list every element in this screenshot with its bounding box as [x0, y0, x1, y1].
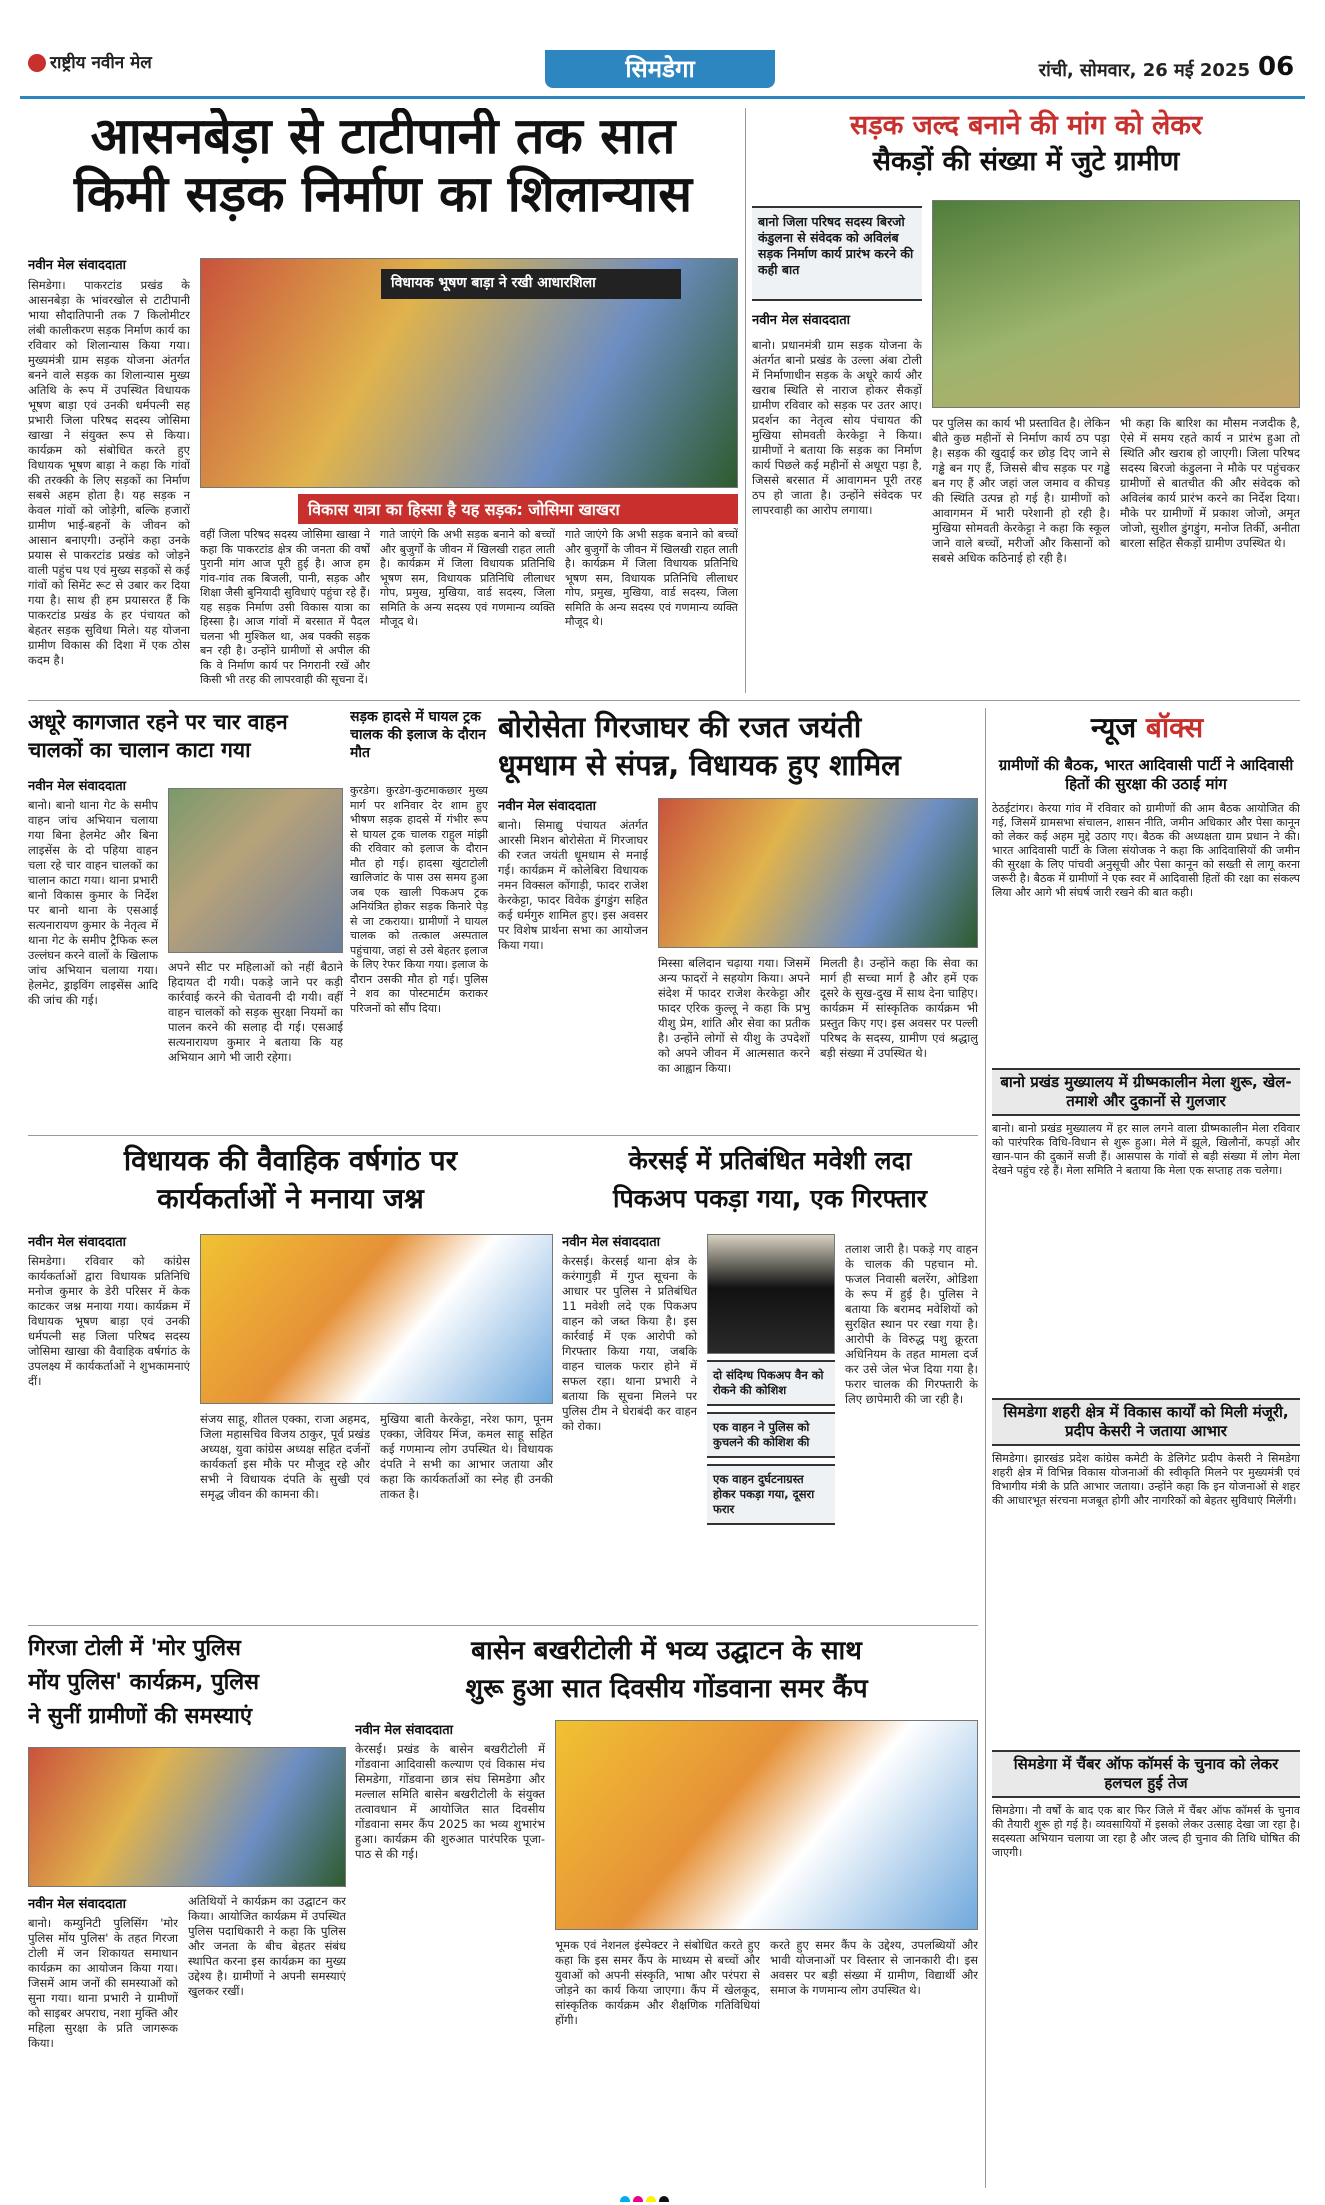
article-body-col1: केरसई। प्रखंड के बासेन बखरीटोली में गोंडवाना आदिवासी कल्याण एवं विकास मंच सिमडेगा, गोंडवाना छात्र संघ सिमडेगा और मल्लाल समिति बासेन बखरीटोली के संयुक्त तत्वावधान में आयोजित सात दिवसीय गोंडवाना समर कैंप 2025 का भव्य शुभारंभ हुआ। कार्यक्रम की शुरुआत पारंपरिक पूजा-पाठ से की गई।: [355, 1742, 545, 1861]
byline: नवीन मेल संवाददाता: [28, 779, 126, 794]
black-mark-icon: [659, 2196, 669, 2203]
church-event-photo: [658, 798, 978, 948]
headline: [498, 708, 978, 788]
byline: नवीन मेल संवाददाता: [28, 1897, 126, 1912]
dateline-text: रांची, सोमवार, 26 मई 2025: [1038, 60, 1250, 81]
police-meeting-photo: [28, 1747, 346, 1887]
story-mor-police: [28, 1632, 346, 2187]
page-number: [1258, 52, 1308, 90]
foundation-stone-photo: [200, 258, 738, 488]
headline-line-1: गिरजा टोली में 'मोर पुलिस: [28, 1636, 241, 1661]
magenta-mark-icon: [633, 2196, 643, 2203]
printer-color-marks: [620, 2190, 720, 2202]
headline-line-1: केरसई में प्रतिबंधित मवेशी लदा: [628, 1146, 912, 1175]
byline: नवीन मेल संवाददाता: [498, 799, 596, 814]
story-vehicle-challan: [28, 708, 343, 1128]
article-body: कुरडेग। कुरडेग-कुटमाकछार मुख्य मार्ग पर शनिवार देर शाम हुए भीषण सड़क हादसे में गंभीर रूप से घायल ट्रक चालक राहुल मांझी की रविवार को इलाज के दौरान मौत हो गई। हादसा खुंटाटोली खालिजांट के पास उस समय हुआ जब एक खाली पिकअप ट्रक अनियंत्रित होकर सड़क किनारे पेड़ से जा टकराया। ग्रामीणों ने घायल चालक को तत्काल अस्पताल पहुंचाया, जहां से उसे बेहतर इलाज के लिए रेफर किया गया। इलाज के दौरान उसकी मौत हो गई। पुलिस ने शव का पोस्टमार्टम कराकर परिजनों को सौंप दिया।: [350, 784, 488, 1015]
accused-photo: [707, 1234, 835, 1354]
news-item-2-headline: बानो प्रखंड मुख्यालय में ग्रीष्मकालीन मेला शुरू, खेल-तमाशे और दुकानों से गुलजार: [992, 1068, 1300, 1116]
article-body-col3: मुखिया बाती केरकेट्टा, नरेश फाग, पूनम एक्का, जेवियर मिंज, कमल साहू सहित कई गणमान्य लोग उपस्थित थे। विधायक दंपति ने सभी का आभार जताया और कहा कि कार्यकर्ताओं का स्नेह ही उनकी ताकत है।: [380, 1412, 553, 1501]
section-name: सिमडेगा: [625, 55, 695, 83]
article-body-col4: गाते जाएंगे कि अभी सड़क बनाने को बच्चों और बुजुर्गों के जीवन में खिलखी राहत लाती है। कार्यक्रम में जिला विधायक प्रतिनिधि भूषण सम, विधायक प्रतिनिधि लीलाधर गोप, प्रमुख, मुखिया, वार्ड सदस्य, जिला समिति के अन्य सदस्य एवं गणमान्य व्यक्ति मौजूद थे।: [565, 528, 738, 628]
news-box: [992, 708, 1300, 2188]
brand-name: राष्ट्रीय नवीन मेल: [50, 53, 152, 73]
news-item-3-body: सिमडेगा। झारखंड प्रदेश कांग्रेस कमेटी के डेलिगेट प्रदीप केसरी ने सिमडेगा शहरी क्षेत्र में विभिन्न विकास योजनाओं की स्वीकृति मिलने पर मुख्यमंत्री एवं विभागीय मंत्री के प्रति आभार जताया। उन्होंने कहा कि इन योजनाओं से शहर की आधारभूत संरचना मजबूत होगी और नागरिकों को बेहतर सुविधाएं मिलेंगी।: [992, 1452, 1300, 1507]
paper-logo-icon: [28, 54, 46, 72]
brand-logo: [28, 50, 198, 90]
headline-line-1: सड़क जल्द बनाने की मांग को लेकर: [849, 110, 1203, 141]
headline-line-1: बोरोसेता गिरजाघर की रजत जयंती: [498, 710, 862, 744]
headline: [355, 1632, 978, 1712]
celebration-photo: [200, 1234, 553, 1404]
news-item-2-body: बानो। बानो प्रखंड मुख्यालय में हर साल लगने वाला ग्रीष्मकालीन मेला रविवार को पारंपरिक विधि-विधान से शुरू हुआ। मेले में झूले, खिलौनों, कपड़ों और खान-पान की दुकानें सजी हैं। आसपास के गांवों से बड़ी संख्या में लोग मेला देखने पहुंच रहे हैं। मेला समिति ने बताया कि मेला एक सप्ताह तक चलेगा।: [992, 1122, 1300, 1177]
highlight-bullets: [707, 1360, 835, 1614]
story-road-demand: [752, 108, 1300, 693]
headline: [28, 1632, 346, 1742]
story-road-foundation: [28, 108, 738, 693]
headline-line-1: विधायक की वैवाहिक वर्षगांठ पर: [123, 1144, 458, 1177]
dateline: [900, 58, 1250, 88]
headline-line-1: आसनबेड़ा से टाटीपानी तक सात: [90, 108, 676, 165]
article-body-col1: केरसई। केरसई थाना क्षेत्र के करंगागुड़ी में गुप्त सूचना के आधार पर पुलिस ने प्रतिबंधित 11 मवेशी लदे एक पिकअप वाहन को जब्त किया है। इस कार्रवाई में एक आरोपी को गिरफ्तार किया गया, जबकि वाहन चालक फरार होने में सफल रहा। थाना प्रभारी ने बताया कि सूचना मिलने पर पुलिस टीम ने घेराबंदी कर वाहन को रोका।: [562, 1254, 697, 1433]
news-item-3-headline: सिमडेगा शहरी क्षेत्र में विकास कार्यों को मिली मंजूरी, प्रदीप केसरी ने जताया आभार: [992, 1398, 1300, 1446]
headline-line-2: पिकअप पकड़ा गया, एक गिरफ्तार: [612, 1184, 927, 1213]
headline-line-2: किमी सड़क निर्माण का शिलान्यास: [73, 164, 693, 223]
headline-line-2: मोंय पुलिस' कार्यक्रम, पुलिस: [28, 1670, 260, 1695]
row-rule: [28, 1625, 978, 1626]
article-body-col2: तलाश जारी है। पकड़े गए वाहन के चालक की पहचान मो. फजल निवासी बलरेंग, ओडिशा के रूप में हुई है। पुलिस ने बताया कि बरामद मवेशियों को सुरक्षित स्थान पर रखा गया है। आरोपी के विरुद्ध पशु क्रूरता अधिनियम के तहत मामला दर्ज कर उसे जेल भेज दिया गया है। फरार चालक की गिरफ्तारी के लिए छापेमारी की जा रही है।: [845, 1242, 978, 1406]
article-body-col1: बानो। बानो थाना गेट के समीप वाहन जांच अभियान चलाया गया बिना हेलमेट और बिना लाइसेंस के दो पहिया वाहन चला रहे चार वाहन चालकों का चालान काटा गया। थाना प्रभारी बानो विकास कुमार के निर्देश पर बानो थाना के एसआई सत्यनारायण कुमार के नेतृत्व में थाना गेट के समीप ट्रैफिक रूल उल्लंघन करने वालों के खिलाफ जांच अभियान चलाया गया। हेलमेट, ड्राइविंग लाइसेंस आदि की जांच की गई।: [28, 798, 158, 1007]
news-item-4-body: सिमडेगा। नौ वर्षों के बाद एक बार फिर जिले में चैंबर ऑफ कॉमर्स के चुनाव की तैयारी शुरू हो गई है। व्यवसायियों में इसको लेकर उत्साह देखा जा रहा है। सदस्यता अभियान चलाया जा रहा है और जल्द ही चुनाव की तिथि घोषित की जाएगी।: [992, 1804, 1300, 1859]
story-church-jubilee: [498, 708, 978, 1128]
story-wedding-anniversary: [28, 1142, 553, 1617]
headline-line-3: ने सुनीं ग्रामीणों की समस्याएं: [28, 1704, 252, 1729]
news-box-title-word-1: न्यूज: [1090, 711, 1137, 744]
headline-line-1: बासेन बखरीटोली में भव्य उद्घाटन के साथ: [471, 1636, 862, 1666]
headline: [28, 108, 738, 248]
story-truck-accident: [350, 708, 488, 1128]
row-rule: [28, 700, 1300, 701]
article-body-col2: मिस्सा बलिदान चढ़ाया गया। जिसमें अन्य फादरों ने सहयोग किया। अपने संदेश में फादर राजेश केरकेट्टा और फादर एरिक कुल्लू ने कहा कि प्रभु यीशु प्रेम, शांति और सेवा का प्रतीक है। उन्होंने लोगों से यीशु के उपदेशों को अपने जीवन में आत्मसात करने का आह्वान किया।: [658, 956, 810, 1075]
news-item-1-body: ठेठईटांगर। केरया गांव में रविवार को ग्रामीणों की आम बैठक आयोजित की गई, जिसमें ग्रामसभा संचालन, शासन नीति, जमीन अधिकार और पेसा कानून को लेकर कई अहम मुद्दे उठाए गए। बैठक की अध्यक्षता ग्राम प्रधान ने की। भारत आदिवासी पार्टी के जिला संयोजक ने कहा कि आदिवासियों की जमीन की सुरक्षा के लिए पांचवी अनुसूची और पेसा कानून को सख्ती से लागू करना जरूरी है। बैठक में ग्रामीणों ने एक स्वर में आदिवासी हितों की रक्षा का संकल्प लिया और आगे भी संघर्ष जारी रखने की बात कही।: [992, 802, 1300, 899]
bullet-1: दो संदिग्ध पिकअप वैन को रोकने की कोशिश: [707, 1360, 835, 1406]
article-body: सिमडेगा। पाकरटांड प्रखंड के आसनबेड़ा के भांवरखोल से टाटीपानी भाया सौदातिपानी तक 7 किलोमीटर लंबी कालीकरण सड़क निर्माण कार्य का रविवार को शिलान्यास किया गया। मुख्यमंत्री ग्राम सड़क योजना अंतर्गत बनने वाले सड़क का शिलान्यास मुख्य अतिथि के रूप में उपस्थित विधायक भूषण बाड़ा एवं उनकी धर्मपत्नी सह प्रभारी जिला परिषद सदस्य जोसिमा खाखा ने संयुक्त रूप से किया। कार्यक्रम को संबोधित करते हुए विधायक भूषण बाड़ा ने कहा कि गांवों की तरक्की के लिए सड़कों का निर्माण सबसे अहम होता है। यह सड़क न केवल गांवों को जोड़ेगी, बल्कि हजारों ग्रामीण भाई-बहनों के जीवन को आसान बनाएगी। उन्होंने कहा उनके प्रयास से पाकरटांड प्रखंड को जोड़ने वाली पहुंच पथ एवं मुख्य सड़कों से कई गांवों को सिमेंट रूट से उबार कर दिया गया है। साथ ही हम प्रयासरत हैं कि पाकरटांड प्रखंड के हर पंचायत को बेहतर सड़क सुविधा मिले। यह योजना ग्रामीण विकास की दिशा में एक ठोस कदम है।: [28, 278, 190, 667]
protest-photo: [932, 200, 1300, 408]
article-body-col1: बानो। कम्युनिटी पुलिसिंग 'मोर पुलिस मोंय पुलिस' के तहत गिरजा टोली में जन शिकायत समाधान कार्यक्रम का आयोजन किया गया। जिसमें आम जनों की समस्याओं को सुना गया। थाना प्रभारी ने ग्रामीणों को साइबर अपराध, नशा मुक्ति और महिला सुरक्षा के प्रति जागरूक किया।: [28, 1916, 178, 2050]
headline: अधूरे कागजात रहने पर चार वाहन चालकों का चालान काटा गया: [28, 710, 288, 762]
byline: नवीन मेल संवाददाता: [28, 258, 126, 273]
story-cattle-pickup: [562, 1142, 978, 1617]
headline-line-2: कार्यकर्ताओं ने मनाया जश्न: [157, 1182, 424, 1215]
news-box-title: [1022, 708, 1272, 748]
article-body-col3: मिलती है। उन्होंने कहा कि सेवा का मार्ग ही सच्चा मार्ग है और हमें एक दूसरे के सुख-दुख में साथ देना चाहिए। कार्यक्रम में सांस्कृतिक कार्यक्रम भी प्रस्तुत किए गए। इस अवसर पर पल्ली परिषद के सदस्य, ग्रामीण एवं श्रद्धालु बड़ी संख्या में उपस्थित थे।: [820, 956, 978, 1060]
article-body-col3: गाते जाएंगे कि अभी सड़क बनाने को बच्चों और बुजुर्गों के जीवन में खिलखी राहत लाती है। कार्यक्रम में जिला विधायक प्रतिनिधि भूषण सम, विधायक प्रतिनिधि लीलाधर गोप, प्रमुख, मुखिया, वार्ड सदस्य, जिला समिति के अन्य सदस्य एवं गणमान्य व्यक्ति मौजूद थे।: [380, 528, 555, 628]
headline: [562, 1142, 978, 1224]
news-item-1-headline: ग्रामीणों की बैठक, भारत आदिवासी पार्टी ने आदिवासी हितों की सुरक्षा की उठाई मांग: [998, 756, 1294, 793]
article-body-col2: अतिथियों ने कार्यक्रम का उद्घाटन कर किया। आयोजित कार्यक्रम में उपस्थित पुलिस पदाधिकारी ने कहा कि पुलिस और जनता के बीच बेहतर संबंध स्थापित करना इस कार्यक्रम का मुख्य उद्देश्य है। ग्रामीणों ने अपनी समस्याएं खुलकर रखीं।: [188, 1894, 346, 1998]
headline: [28, 1142, 553, 1224]
bullet-3: एक वाहन दुर्घटनाग्रस्त होकर पकड़ा गया, दूसरा फरार: [707, 1464, 835, 1525]
article-body-col2: अपने सीट पर महिलाओं को नहीं बैठाने हिदायत दी गयी। पकड़े जाने पर कड़ी कार्रवाई करने की चेतावनी दी गयी। वहीं वाहन चालकों को सड़क सुरक्षा नियमों का पालन करने की सलाह दी गई। एसआई सत्यनारायण कुमार ने बताया कि यह अभियान आगे भी जारी रहेगा।: [168, 960, 343, 1064]
column-rule: [745, 108, 746, 693]
cyan-mark-icon: [620, 2196, 630, 2203]
byline: नवीन मेल संवाददाता: [752, 313, 850, 328]
headline: सड़क हादसे में घायल ट्रक चालक की इलाज के दौरान मौत: [350, 709, 486, 761]
subheadline: विकास यात्रा का हिस्सा है यह सड़क: जोसिमा खाखरा: [298, 494, 738, 524]
article-body-col1: सिमडेगा। रविवार को कांग्रेस कार्यकर्ताओं द्वारा विधायक प्रतिनिधि मनोज कुमार के डेरी परिसर में केक काटकर जश्न मनाया गया। कार्यक्रम में विधायक भूषण बाड़ा एवं उनकी धर्मपत्नी सह जिला परिषद सदस्य जोसिमा खाखा की वैवाहिक वर्षगांठ के उपलक्ष्य में कार्यकर्ताओं ने शुभकामनाएं दीं।: [28, 1254, 190, 1388]
page-number-text: 06: [1258, 52, 1295, 82]
camp-photo: [555, 1720, 978, 1930]
article-body-col3: भी कहा कि बारिश का मौसम नजदीक है, ऐसे में समय रहते कार्य न प्रारंभ हुआ तो स्थिति और खराब हो जाएगी। जिला परिषद सदस्य बिरजो कंडुलना ने मौके पर पहुंचकर ग्रामीणों से बातचीत की और संवेदक को अविलंब कार्य प्रारंभ करने का निर्देश दिया। मौके पर ग्रामीणों में प्रकाश जोजो, अमृत जोजो, सुशील डुंगडुंग, मनोज तिर्की, अनीता बारला सहित सैकड़ों ग्रामीण उपस्थित थे।: [1120, 416, 1300, 550]
masthead-rule: [20, 96, 1305, 99]
headline-line-2: धूमधाम से संपन्न, विधायक हुए शामिल: [498, 748, 901, 782]
highlight-bullet: बानो जिला परिषद सदस्य बिरजो कंडुलना से संवेदक को अविलंब सड़क निर्माण कार्य प्रारंभ करने की कही बात: [752, 206, 922, 301]
story-gondwana-camp: [355, 1632, 978, 2187]
headline: [752, 108, 1300, 190]
news-item-4-headline: सिमडेगा में चैंबर ऑफ कॉमर्स के चुनाव को लेकर हलचल हुई तेज: [992, 1750, 1300, 1798]
vehicle-check-photo: [168, 788, 343, 953]
headline-line-2: सैकड़ों की संख्या में जुटे ग्रामीण: [872, 146, 1180, 177]
headline-line-2: शुरू हुआ सात दिवसीय गोंडवाना समर कैंप: [465, 1674, 868, 1704]
article-body-col2: संजय साहू, शीतल एक्का, राजा अहमद, जिला महासचिव विजय ठाकुर, पूर्व प्रखंड अध्यक्ष, युवा कांग्रेस अध्यक्ष सहित दर्जनों कार्यकर्ता इस मौके पर मौजूद रहे और सभी ने विधायक दंपति के सुखी एवं समृद्ध जीवन की कामना की।: [200, 1412, 370, 1501]
news-box-title-word-2: बॉक्स: [1145, 711, 1204, 744]
bullet-2: एक वाहन ने पुलिस को कुचलने की कोशिश की: [707, 1412, 835, 1458]
yellow-mark-icon: [646, 2196, 656, 2203]
article-body-col1: बानो। सिमाद्यु पंचायत अंतर्गत आरसी मिशन बोरोसेता में गिरजाघर की रजत जयंती धूमधाम से मनाई गई। कार्यक्रम में कोलेबिरा विधायक नमन विक्सल कोंगाड़ी, फादर राजेश केरकेट्टा, फादर विवेक डुंगडुंग सहित कई धर्मगुरु शामिल हुए। इस अवसर पर विशेष प्रार्थना सभा का आयोजन किया गया।: [498, 818, 648, 952]
section-tab: [545, 50, 775, 88]
photo-caption: विधायक भूषण बाड़ा ने रखी आधारशिला: [381, 269, 681, 299]
row-rule: [28, 1135, 978, 1136]
article-body-col2: पर पुलिस का कार्य भी प्रस्तावित है। लेकिन बीते कुछ महीनों से निर्माण कार्य ठप पड़ा है। सड़क की खुदाई कर छोड़ दिए जाने से गड्ढे बन गए हैं, जिससे बीच सड़क पर गड्ढे बन गए हैं और जहां जल जमाव व कीचड़ की स्थिति उत्पन्न हो गई है। ग्रामीणों को आवागमन में भारी परेशानी हो रही है। मुखिया सोमवती केरकेट्टा ने कहा कि स्कूल जाने वाले बच्चों, मरीजों और किसानों को सबसे अधिक कठिनाई हो रही है।: [932, 416, 1110, 565]
byline: नवीन मेल संवाददाता: [28, 1235, 126, 1250]
masthead: [0, 0, 1325, 100]
byline: नवीन मेल संवाददाता: [355, 1723, 453, 1738]
column-rule: [985, 708, 986, 2188]
byline: नवीन मेल संवाददाता: [562, 1235, 660, 1250]
article-body-col2: भूमक एवं नेशनल इंस्पेक्टर ने संबोधित करते हुए कहा कि इस समर कैंप के माध्यम से बच्चों और युवाओं को अपनी संस्कृति, भाषा और परंपरा से जोड़ने का कार्य किया जाएगा। कैंप में खेलकूद, सांस्कृतिक कार्यक्रम और शैक्षणिक गतिविधियां होंगी।: [555, 1938, 760, 2027]
article-body-col3: करते हुए समर कैंप के उद्देश्य, उपलब्धियों और भावी योजनाओं पर विस्तार से जानकारी दी। इस अवसर पर बड़ी संख्या में ग्रामीण, विद्यार्थी और समाज के गणमान्य लोग उपस्थित थे।: [770, 1938, 978, 1997]
article-body-col2: वहीं जिला परिषद सदस्य जोसिमा खाखा ने कहा कि पाकरटांड क्षेत्र की जनता की वर्षों पुरानी मांग आज पूरी हुई है। आज हम गांव-गांव तक बिजली, पानी, सड़क और शिक्षा जैसी बुनियादी सुविधाएं पहुंचा रहे हैं। यह सड़क निर्माण उसी विकास यात्रा का हिस्सा है। आज गांवों में बरसात में पैदल चलना भी मुश्किल था, अब पक्की सड़क बन रही है। उन्होंने ग्रामीणों से अपील की कि वे निर्माण कार्य पर निगरानी रखें और किसी भी तरह की लापरवाही की सूचना दें।: [200, 528, 370, 686]
article-body-col1: बानो। प्रधानमंत्री ग्राम सड़क योजना के अंतर्गत बानो प्रखंड के उल्ला अंबा टोली में निर्माणाधीन सड़क के अधूरे कार्य और खराब स्थिति से नाराज होकर सैकड़ों ग्रामीण रविवार को सड़क पर उतर आए। प्रदर्शन का नेतृत्व सोय पंचायत की मुखिया सोमवती केरकेट्टा ने किया। ग्रामीणों ने बताया कि सड़क का निर्माण कार्य पिछले कई महीनों से अधूरा पड़ा है, जिससे बरसात में आवागमन पूरी तरह ठप हो जाता है। उन्होंने संवेदक पर लापरवाही का आरोप लगाया।: [752, 338, 922, 517]
